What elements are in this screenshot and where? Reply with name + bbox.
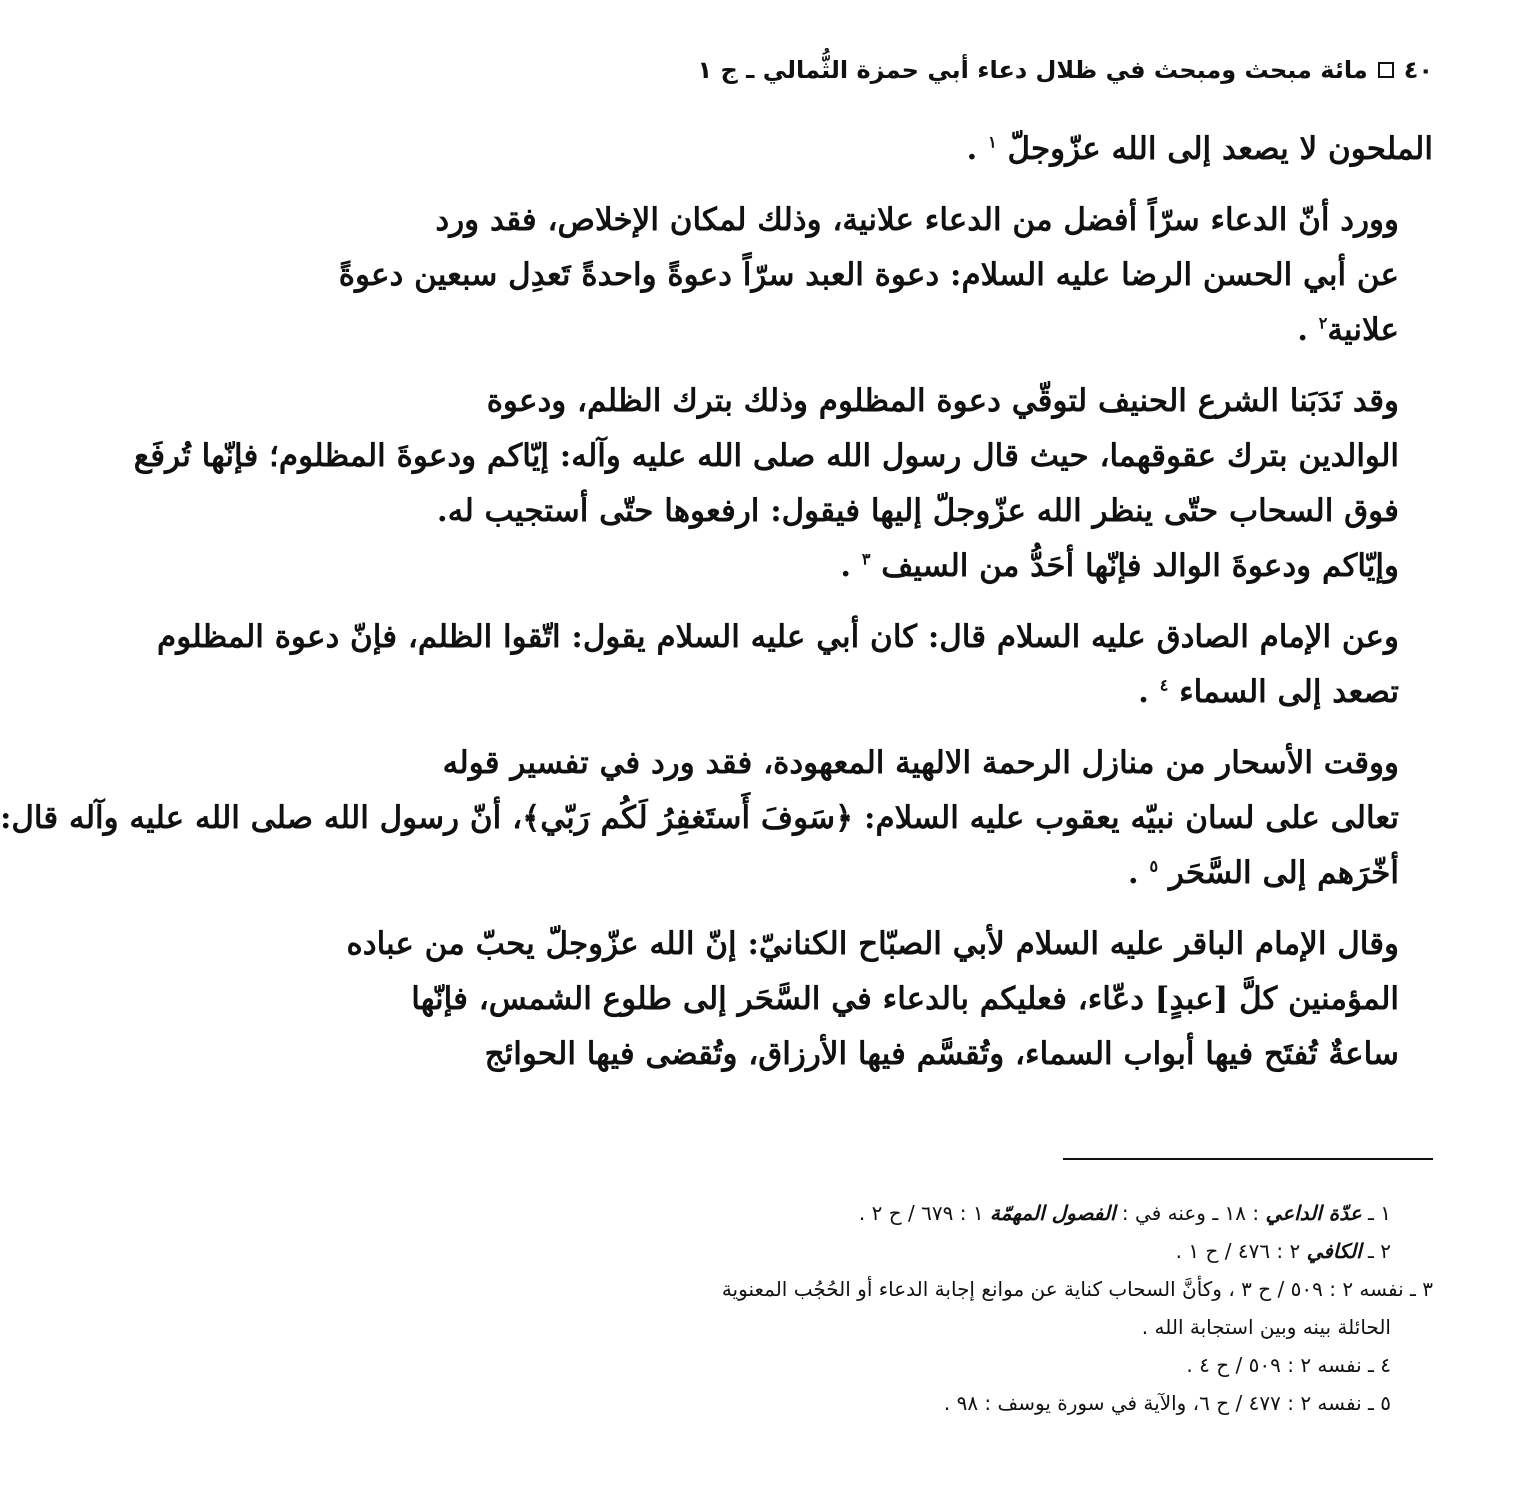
text-line: [564, 846, 1433, 901]
text-line: فوق السحاب حتّى ينظر الله عزّوجلّ إليها فيقول: ارفعوها حتّى أستجيب له.: [436, 493, 1399, 529]
text-line: [564, 665, 1433, 720]
source-title: الكافي: [1306, 1239, 1362, 1263]
line-text: وإيّاكم ودعوةَ الوالد فإنّها أحَدُّ من السيف: [881, 548, 1399, 584]
paragraph-6: [346, 917, 1433, 1082]
footnote-4: ٤ ـ نفسه ٢ : ٥٠٩ / ح ٤ .: [1186, 1353, 1391, 1377]
line-end: .: [1127, 855, 1139, 891]
text-line: [564, 303, 1433, 358]
footnote-text: ٢ : ٤٧٦ / ح ١ .: [1175, 1239, 1307, 1263]
footnotes: [564, 1194, 1433, 1422]
paragraph-1: [564, 122, 1433, 177]
line-end: .: [966, 131, 978, 167]
line-end: .: [1138, 674, 1149, 710]
footnote-marker: ٢: [1318, 313, 1328, 333]
footnote-separator: [1063, 1158, 1433, 1160]
paragraph-4: [157, 610, 1433, 720]
footnote-3-line-2: الحائلة بينه وبين استجابة الله .: [1141, 1315, 1391, 1339]
footnote-marker: ٤: [1159, 675, 1169, 695]
footnote-2: [564, 1232, 1433, 1270]
body-text: [0, 122, 1433, 1098]
text-line: المؤمنين كلَّ [عبدٍ] دعّاء، فعليكم بالدعاء في السَّحَر إلى طلوع الشمس، فإنّها: [411, 981, 1399, 1017]
text-line: وقال الإمام الباقر عليه السلام لأبي الصبّاح الكنانيّ: إنّ الله عزّوجلّ يحبّ من عباده: [346, 926, 1399, 962]
footnote-1: [564, 1194, 1433, 1232]
line-end: .: [840, 548, 852, 584]
line-text: أخّرَهم إلى السَّحَر: [1168, 855, 1399, 891]
text-line: ووقت الأسحار من منازل الرحمة الالهية المعهودة، فقد ورد في تفسير قوله: [442, 745, 1399, 781]
footnote-marker: ٣: [861, 549, 871, 569]
page-number: ٤٠: [1403, 56, 1433, 84]
footnote-text: ١ : ٦٧٩ / ح ٢ .: [858, 1201, 990, 1225]
running-title: مائة مبحث ومبحث في ظلال دعاء أبي حمزة الثُّمالي ـ ج ١: [697, 56, 1368, 84]
text-line: ساعةٌ تُفتَح فيها أبواب السماء، وتُقسَّم فيها الأرزاق، وتُقضى فيها الحوائج: [484, 1036, 1399, 1072]
text-line: الوالدين بترك عقوقهما، حيث قال رسول الله صلى الله عليه وآله: إيّاكم ودعوةَ المظلوم؛ فإنّها تُرفَع: [133, 438, 1399, 474]
source-title: عدّة الداعي: [1265, 1201, 1362, 1225]
text-line: [564, 122, 1433, 177]
text-line: [564, 539, 1433, 594]
paragraph-5: [0, 736, 1433, 901]
line-text: تصعد إلى السماء: [1179, 674, 1399, 710]
text-line: عن أبي الحسن الرضا عليه السلام: دعوة العبد سرّاً دعوةً واحدةً تَعدِل سبعين دعوةً: [338, 257, 1399, 293]
paragraph-2: [338, 193, 1433, 358]
footnote-marker: ٥: [1149, 856, 1159, 876]
source-title: الفصول المهمّة: [989, 1201, 1116, 1225]
footnote-number: ٢ ـ: [1361, 1239, 1391, 1263]
line-end: .: [1297, 312, 1308, 348]
text-line: وقد نَدَبَنا الشرع الحنيف لتوقّي دعوة المظلوم وذلك بترك الظلم، ودعوة: [486, 383, 1399, 419]
text-line: وعن الإمام الصادق عليه السلام قال: كان أبي عليه السلام يقول: اتّقوا الظلم، فإنّ دعوة المظلوم: [157, 619, 1399, 655]
footnote-3-line-1: ٣ ـ نفسه ٢ : ٥٠٩ / ح ٣ ، وكأنَّ السحاب كناية عن موانع إجابة الدعاء أو الحُجُب المعنوية: [721, 1277, 1433, 1301]
footnote-text: : ١٨ ـ وعنه في :: [1115, 1201, 1266, 1225]
line-text: علانية: [1327, 312, 1399, 348]
footnote-marker: ١: [988, 132, 997, 152]
paragraph-3: [133, 374, 1433, 594]
line-text: الملحون لا يصعد إلى الله عزّوجلّ: [1007, 131, 1433, 167]
footnote-number: ١ ـ: [1361, 1201, 1391, 1225]
square-bullet-icon: [1378, 62, 1394, 78]
text-line: تعالى على لسان نبيّه يعقوب عليه السلام: ﴿سَوفَ أَستَغفِرُ لَكُم رَبّي﴾، أنّ رسول الله صلى الله عليه وآله قال:: [0, 800, 1399, 836]
text-line: وورد أنّ الدعاء سرّاً أفضل من الدعاء علانية، وذلك لمكان الإخلاص، فقد ورد: [435, 202, 1399, 238]
footnote-5: ٥ ـ نفسه ٢ : ٤٧٧ / ح ٦، والآية في سورة يوسف : ٩٨ .: [943, 1391, 1391, 1415]
page-header: [564, 50, 1433, 90]
